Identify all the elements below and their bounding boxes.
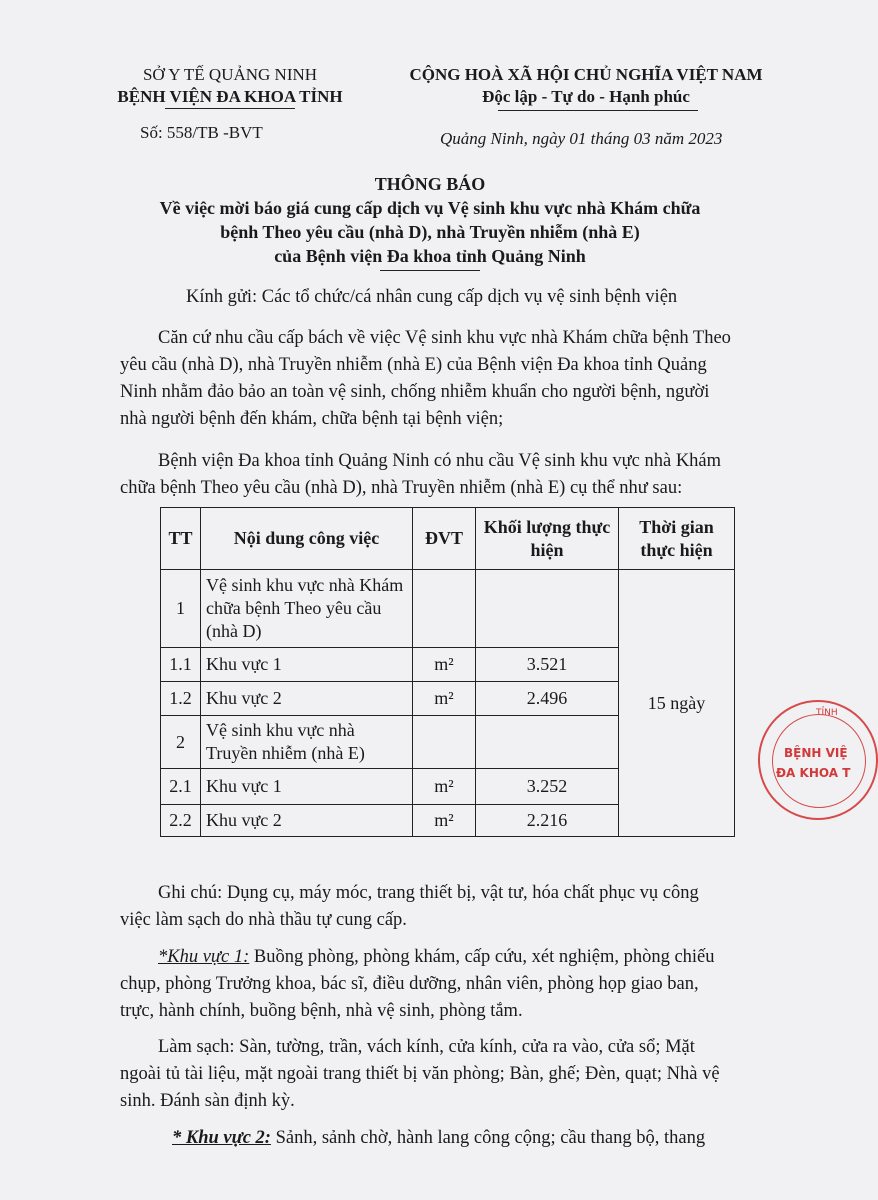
row-tt: 2 <box>161 716 201 769</box>
row-tt: 2.1 <box>161 769 201 805</box>
recipient: Kính gửi: Các tổ chức/cá nhân cung cấp dịch vụ vệ sinh bệnh viện <box>186 287 678 307</box>
row-tt: 1.1 <box>161 648 201 682</box>
area2-label: * Khu vực 2: <box>172 1128 271 1148</box>
notice-subject-line3: của Bệnh viện Đa khoa tỉnh Quảng Ninh <box>274 246 586 266</box>
paragraph-basis-2: yêu cầu (nhà D), nhà Truyền nhiễm (nhà E) của Bệnh viện Đa khoa tỉnh Quảng <box>120 355 707 375</box>
row-unit <box>413 570 476 648</box>
title-underline <box>380 270 480 271</box>
row-content: Khu vực 1 <box>201 648 413 682</box>
area1-line1 <box>158 944 715 971</box>
row-unit: m² <box>413 769 476 805</box>
row-quantity: 3.521 <box>476 648 619 682</box>
row-quantity: 3.252 <box>476 769 619 805</box>
cleaning-line1: Làm sạch: Sàn, tường, trần, vách kính, cửa kính, cửa ra vào, cửa sổ; Mặt <box>158 1037 695 1057</box>
notice-subject-line2: bệnh Theo yêu cầu (nhà D), nhà Truyền nhiễm (nhà E) <box>220 222 640 242</box>
row-content: Vệ sinh khu vực nhà Khám chữa bệnh Theo yêu cầu (nhà D) <box>201 570 413 648</box>
duration-cell: 15 ngày <box>619 570 735 837</box>
row-tt: 2.2 <box>161 805 201 837</box>
paragraph-basis-3: Ninh nhằm đảo bảo an toàn vệ sinh, chống nhiễm khuẩn cho người bệnh, người <box>120 382 710 402</box>
table-row <box>161 570 735 648</box>
paragraph-need-2: chữa bệnh Theo yêu cầu (nhà D), nhà Truyền nhiễm (nhà E) cụ thể như sau: <box>120 478 683 498</box>
area1-line3: trực, hành chính, buồng bệnh, nhà vệ sinh, phòng tắm. <box>120 1001 523 1021</box>
stamp-text-line2: ĐA KHOA T <box>776 766 851 780</box>
row-unit: m² <box>413 682 476 716</box>
header-left-underline <box>165 108 295 109</box>
paragraph-need-1: Bệnh viện Đa khoa tỉnh Quảng Ninh có nhu cầu Vệ sinh khu vực nhà Khám <box>158 451 722 471</box>
table-header-row <box>161 508 735 570</box>
note-line2: việc làm sạch do nhà thầu tự cung cấp. <box>120 910 407 930</box>
row-quantity: 2.496 <box>476 682 619 716</box>
hospital-name: BỆNH VIỆN ĐA KHOA TỈNH <box>117 87 343 106</box>
cleaning-line2: ngoài tủ tài liệu, mặt ngoài trang thiết bị văn phòng; Bàn, ghế; Đèn, quạt; Nhà vệ <box>120 1064 720 1084</box>
note-line1: Ghi chú: Dụng cụ, máy móc, trang thiết bị, vật tư, hóa chất phục vụ công <box>158 883 699 903</box>
stamp-inner-ring <box>772 714 866 808</box>
row-unit: m² <box>413 648 476 682</box>
header-unit: ĐVT <box>413 508 476 570</box>
row-unit <box>413 716 476 769</box>
row-quantity: 2.216 <box>476 805 619 837</box>
header-content: Nội dung công việc <box>201 508 413 570</box>
paragraph-basis-1: Căn cứ nhu cầu cấp bách về việc Vệ sinh khu vực nhà Khám chữa bệnh Theo <box>158 328 731 348</box>
notice-title: THÔNG BÁO <box>374 174 486 194</box>
area2-text: Sảnh, sảnh chờ, hành lang công cộng; cầu thang bộ, thang <box>270 1128 706 1148</box>
row-content: Khu vực 2 <box>201 805 413 837</box>
motto-subtitle: Độc lập - Tự do - Hạnh phúc <box>482 87 690 106</box>
header-tt: TT <box>161 508 201 570</box>
stamp-top-text: TỈNH <box>816 708 838 718</box>
agency-name: SỞ Y TẾ QUẢNG NINH <box>142 65 318 84</box>
stamp-text-line1: BỆNH VIỆ <box>784 746 848 760</box>
row-content: Khu vực 2 <box>201 682 413 716</box>
national-motto: CỘNG HOÀ XÃ HỘI CHỦ NGHĨA VIỆT NAM <box>409 65 763 84</box>
row-quantity <box>476 716 619 769</box>
row-quantity <box>476 570 619 648</box>
place-date: Quảng Ninh, ngày 01 tháng 03 năm 2023 <box>440 129 723 148</box>
work-table <box>160 507 735 837</box>
row-unit: m² <box>413 805 476 837</box>
paragraph-basis-4: nhà người bệnh đến khám, chữa bệnh tại bệnh viện; <box>120 409 504 429</box>
cleaning-line3: sinh. Đánh sàn định kỳ. <box>120 1091 295 1111</box>
area1-line2: chụp, phòng Trưởng khoa, bác sĩ, điều dưỡng, nhân viên, phòng họp giao ban, <box>120 974 699 994</box>
row-content: Khu vực 1 <box>201 769 413 805</box>
area1-text: Buồng phòng, phòng khám, cấp cứu, xét nghiệm, phòng chiếu <box>249 947 715 967</box>
area1-label: *Khu vực 1: <box>158 947 250 967</box>
area2-line1 <box>172 1125 705 1152</box>
header-quantity: Khối lượng thực hiện <box>476 508 619 570</box>
row-content: Vệ sinh khu vực nhà Truyền nhiễm (nhà E) <box>201 716 413 769</box>
header-duration: Thời gian thực hiện <box>619 508 735 570</box>
notice-subject-line1: Về việc mời báo giá cung cấp dịch vụ Vệ sinh khu vực nhà Khám chữa <box>159 198 701 218</box>
doc-number: Số: 558/TB -BVT <box>140 123 263 142</box>
row-tt: 1 <box>161 570 201 648</box>
row-tt: 1.2 <box>161 682 201 716</box>
hospital-seal-stamp <box>758 700 878 820</box>
header-right-underline <box>498 110 698 111</box>
